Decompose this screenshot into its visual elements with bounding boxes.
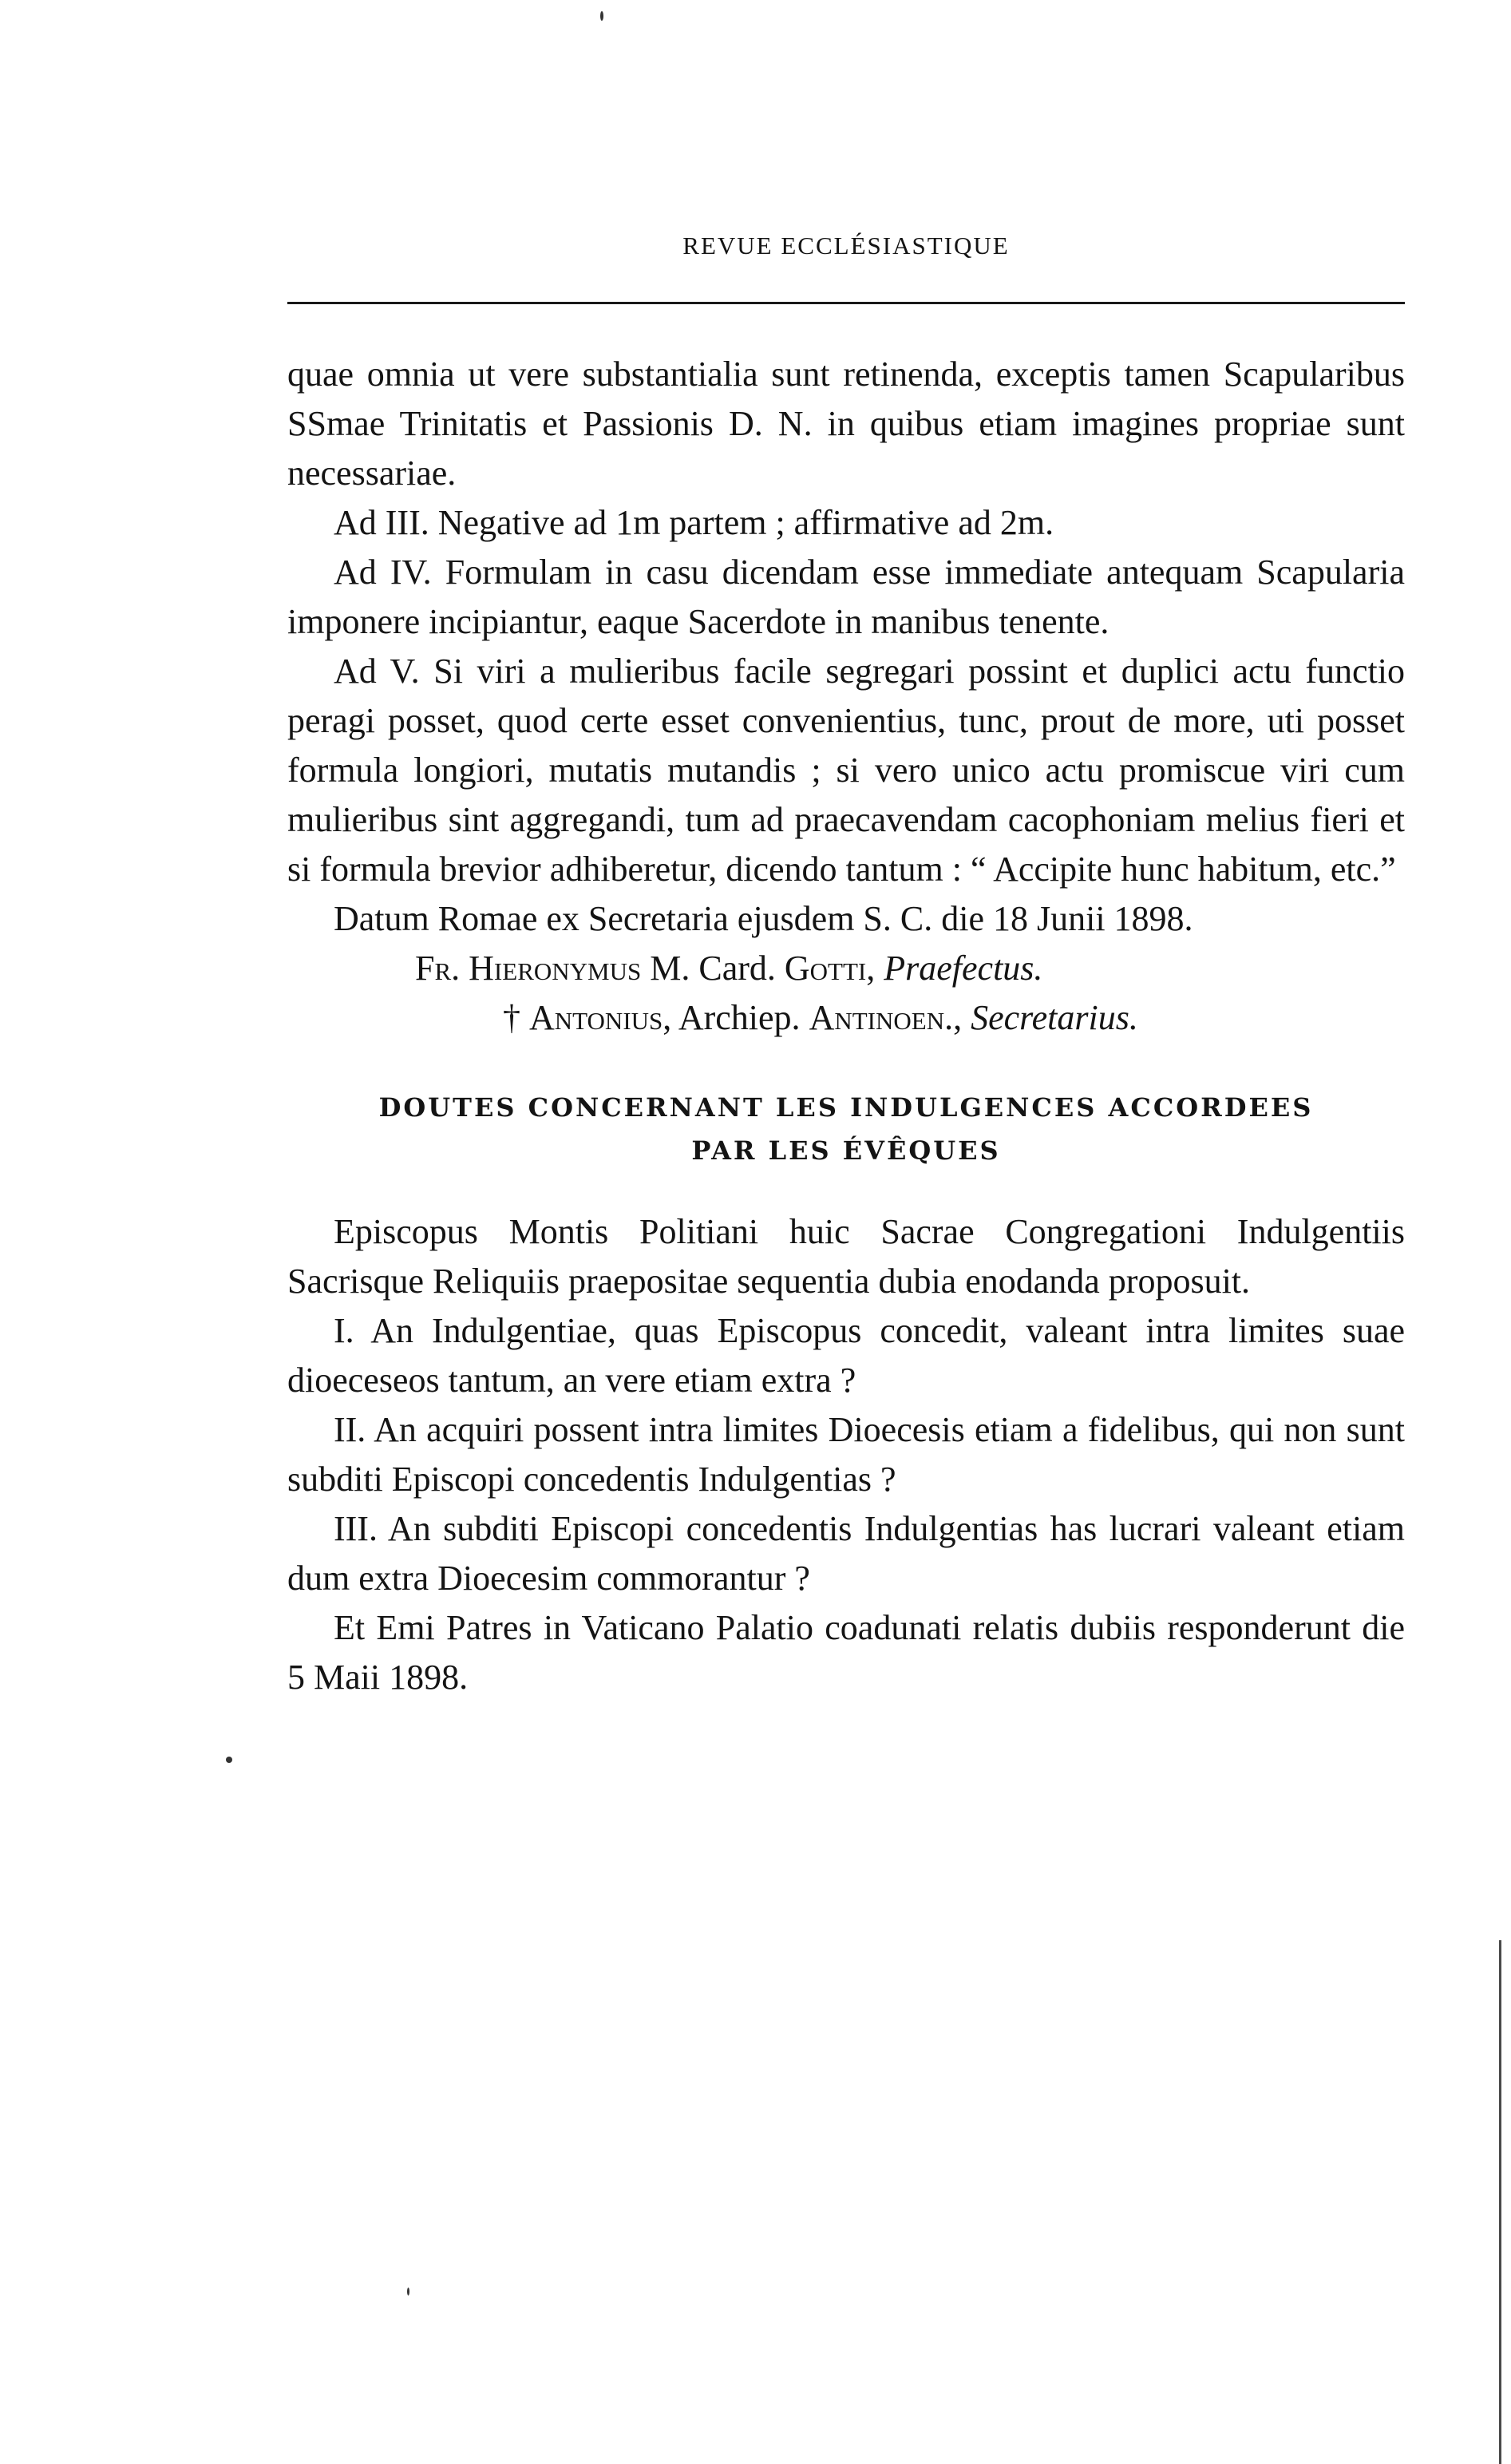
question-iii: III. An subditi Episcopi concedentis Indulgentias has lucrari valeant etiam dum extra Dioecesim commorantur ?: [287, 1509, 1405, 1598]
body-text: [287, 350, 1405, 1702]
speck-bottom: [407, 2288, 409, 2296]
signature-secretary: [287, 993, 1405, 1043]
page-edge-shadow: [1499, 1940, 1501, 2464]
prefect-name: Hieronymus: [469, 949, 642, 988]
prefect-office: Praefectus.: [884, 949, 1043, 988]
signature-prefect: [287, 944, 1405, 993]
paragraph-ad-v: Ad V. Si viri a mulieribus facile segregari possint et duplici actu functio peragi posset, quod certe esset convenientius, tunc, prout de more, uti posset formula longiori, mutatis mutandis ; si vero unico actu promiscue viri cum mulieribus sint aggregandi, tum ad praecavendam cacophoniam melius fieri et si formula brevior adhiberetur, dicendo tantum : “ Accipite hunc habitum, etc.”: [287, 652, 1405, 889]
secretary-see: Antinoen.,: [809, 998, 963, 1037]
question-ii: II. An acquiri possent intra limites Dioecesis etiam a fidelibus, qui non sunt subditi Episcopi concedentis Indulgentias ?: [287, 1410, 1405, 1499]
secretary-name: Antonius,: [529, 998, 672, 1037]
cross-mark: †: [503, 998, 520, 1037]
prefect-surname: Gotti,: [784, 949, 876, 988]
paragraph-datum: Datum Romae ex Secretaria ejusdem S. C. die 18 Junii 1898.: [334, 899, 1193, 938]
speck-left-margin: [226, 1757, 232, 1763]
header-rule: [287, 302, 1405, 304]
speck-top: [600, 11, 603, 21]
running-head: REVUE ECCLÉSIASTIQUE: [682, 232, 1010, 259]
paragraph-responderunt: Et Emi Patres in Vaticano Palatio coadunati relatis dubiis responderunt die 5 Maii 1898.: [287, 1608, 1405, 1697]
paragraph-continuation: quae omnia ut vere substantialia sunt retinenda, exceptis tamen Scapularibus SSmae Trinitatis et Passionis D. N. in quibus etiam imagines propriae sunt necessariae.: [287, 355, 1405, 493]
paragraph-ad-iii: Ad III. Negative ad 1m partem ; affirmative ad 2m.: [334, 503, 1054, 542]
section-heading: [287, 1086, 1405, 1172]
prefect-rank: M. Card.: [650, 949, 776, 988]
secretary-office: Secretarius.: [971, 998, 1138, 1037]
section-heading-line-2: PAR LES ÉVÊQUES: [691, 1135, 1001, 1166]
secretary-rank: Archiep.: [678, 998, 801, 1037]
section-heading-line-1: DOUTES CONCERNANT LES INDULGENCES ACCORDEES: [378, 1092, 1314, 1123]
prefect-title: Fr.: [415, 949, 461, 988]
paragraph-episcopus: Episcopus Montis Politiani huic Sacrae Congregationi Indulgentiis Sacrisque Reliquiis praepositae sequentia dubia enodanda proposuit.: [287, 1212, 1405, 1301]
document-page: [287, 0, 1405, 2464]
paragraph-ad-iv: Ad IV. Formulam in casu dicendam esse immediate antequam Scapularia imponere incipiantur, eaque Sacerdote in manibus tenente.: [287, 553, 1405, 641]
question-i: I. An Indulgentiae, quas Episcopus concedit, valeant intra limites suae dioeceseos tantum, an vere etiam extra ?: [287, 1311, 1405, 1400]
